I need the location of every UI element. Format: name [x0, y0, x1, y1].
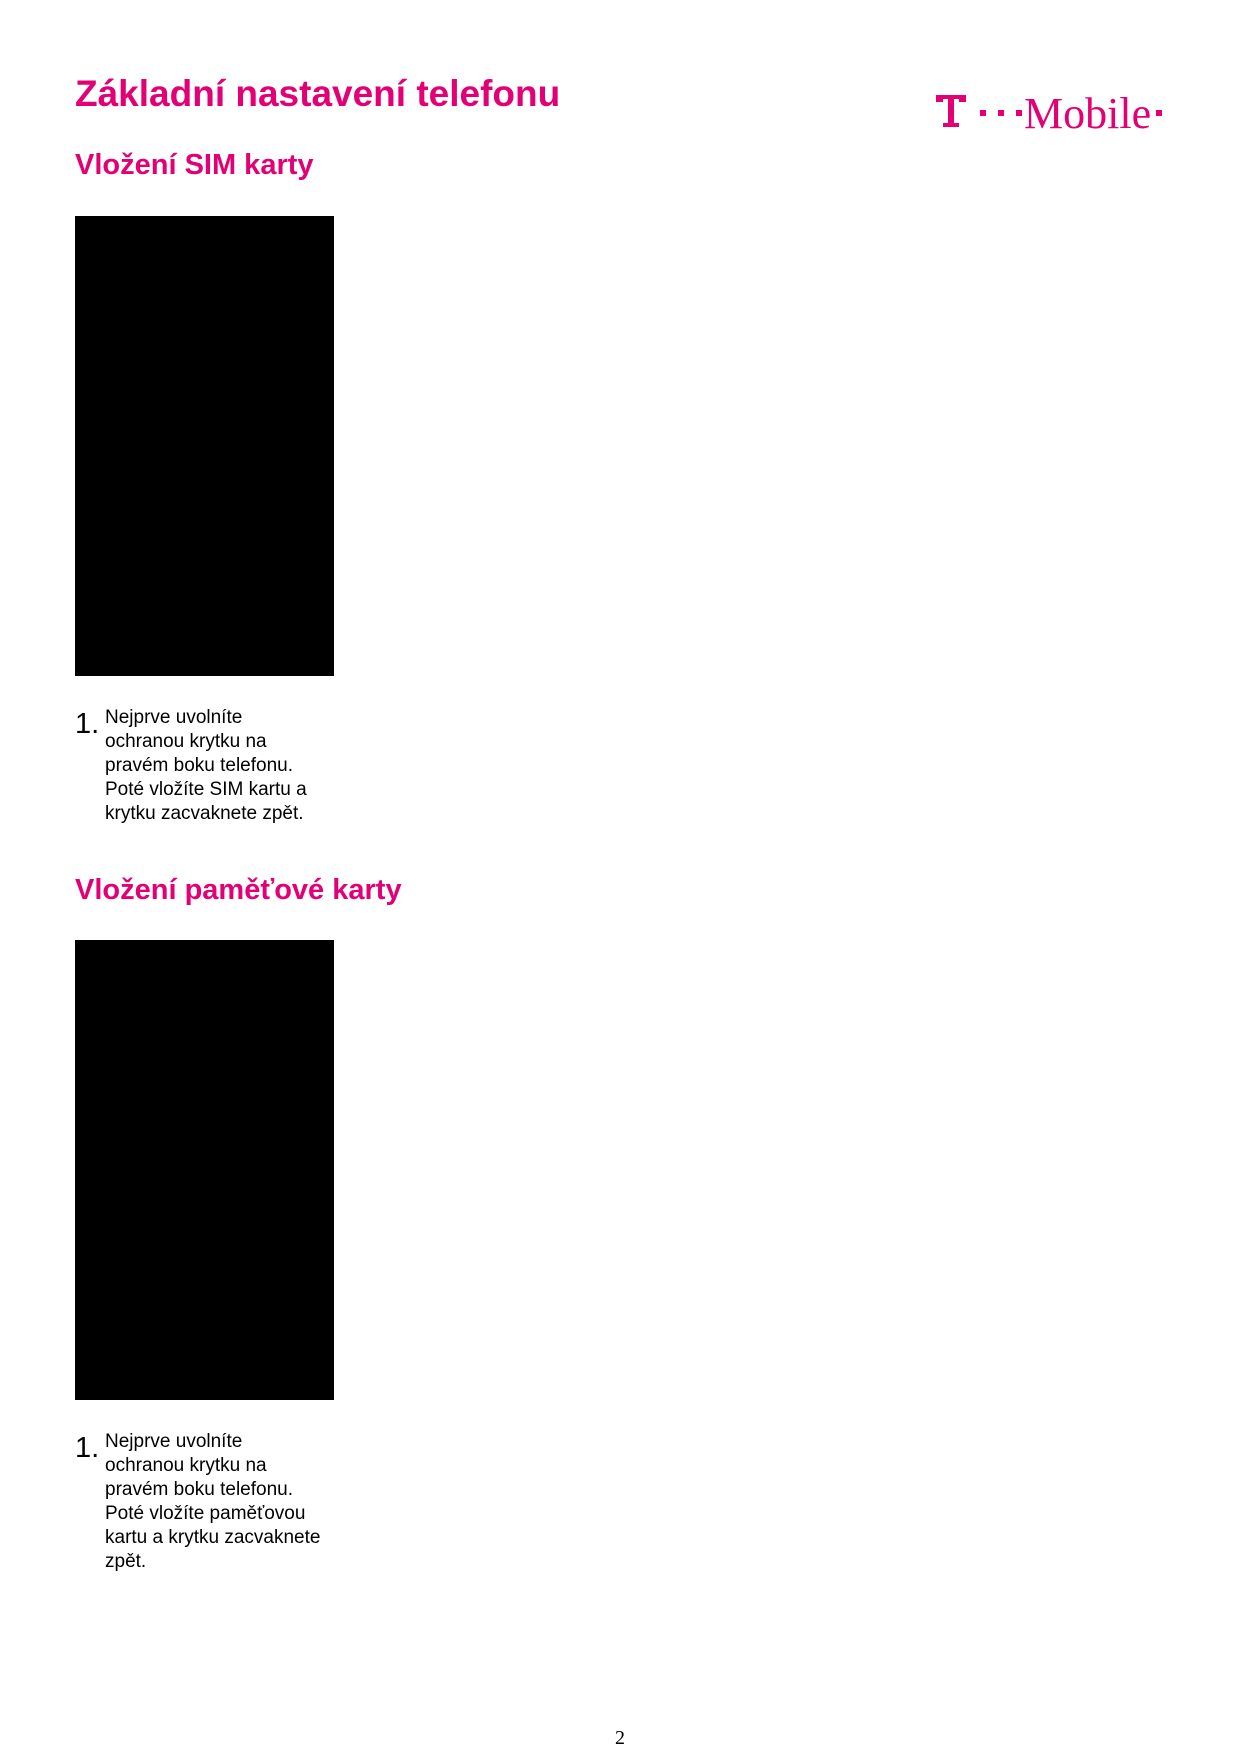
- t-mobile-logo: [936, 92, 1176, 142]
- page-title: Základní nastavení telefonu: [75, 73, 561, 114]
- step-line: Poté vložíte paměťovou: [105, 1503, 306, 1524]
- step-line: pravém boku telefonu.: [105, 1479, 294, 1500]
- svg-text:Mobile: Mobile: [1024, 92, 1152, 138]
- section-heading-memory-card: Vložení paměťové karty: [75, 874, 402, 906]
- step-line: Nejprve uvolníte: [105, 1431, 243, 1452]
- step-line: ochranou krytku na: [105, 731, 267, 752]
- step-line: ochranou krytku na: [105, 1455, 267, 1476]
- step-line: zpět.: [105, 1551, 147, 1572]
- step-line: Nejprve uvolníte: [105, 707, 243, 728]
- page-number: 2: [615, 1727, 625, 1749]
- step-line: pravém boku telefonu.: [105, 755, 294, 776]
- step-text: [105, 706, 345, 826]
- section-heading-sim: Vložení SIM karty: [75, 149, 314, 181]
- step-line: krytku zacvaknete zpět.: [105, 803, 304, 824]
- sim-card-illustration: [75, 216, 334, 676]
- step-text: [105, 1430, 345, 1574]
- memory-card-illustration: [75, 940, 334, 1400]
- step-number: 1.: [75, 1432, 100, 1464]
- step-line: Poté vložíte SIM kartu a: [105, 779, 307, 800]
- step-number: 1.: [75, 708, 100, 740]
- step-line: kartu a krytku zacvaknete: [105, 1527, 321, 1548]
